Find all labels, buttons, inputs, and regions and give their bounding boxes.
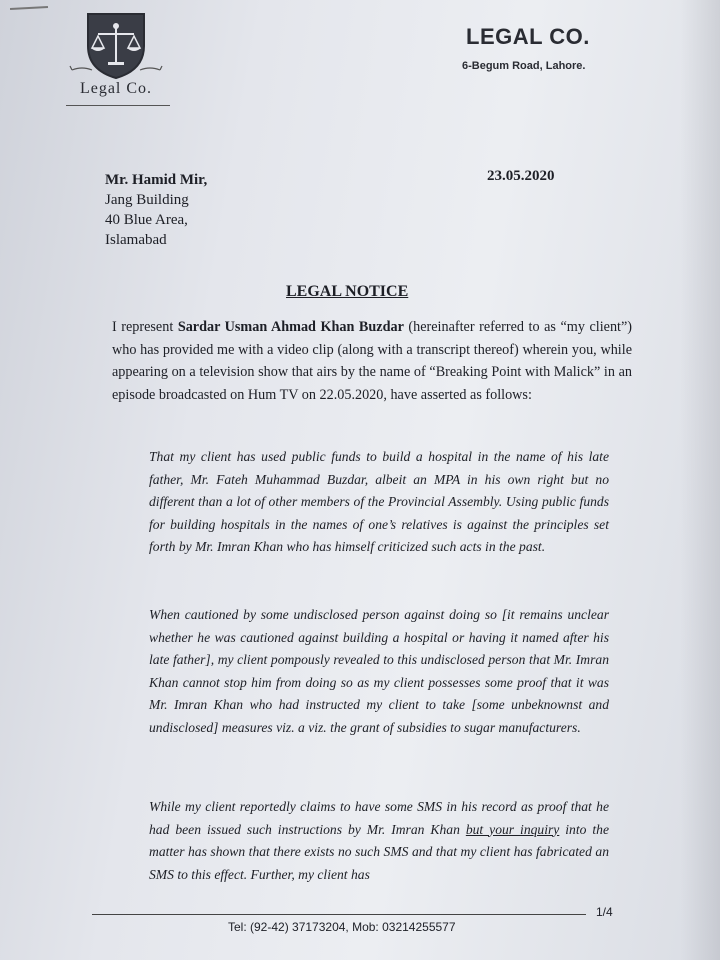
firm-logo: [62, 10, 180, 104]
intro-paragraph: [112, 316, 632, 406]
recipient-line-1: Jang Building: [105, 192, 189, 208]
recipient-name: Mr. Hamid Mir,: [105, 172, 208, 188]
recipient-line-2: 40 Blue Area,: [105, 212, 188, 228]
notice-title: LEGAL NOTICE: [286, 283, 409, 300]
logo-underline: [66, 105, 170, 106]
recipient-line-3: Islamabad: [105, 232, 167, 248]
quoted-assertion-3: [149, 796, 609, 886]
firm-name: LEGAL CO.: [466, 24, 590, 49]
quote3-part1: While my client reportedly claims to have some SMS in his record as proof that he had been issued such instructions by Mr. Imran Khan: [149, 799, 609, 837]
logo-text: Legal Co.: [79, 80, 153, 97]
quote3-underlined: but your inquiry: [465, 821, 560, 837]
page-number: 1/4: [596, 905, 613, 919]
corner-mark: [10, 6, 48, 10]
quote3-part2: into the matter has shown that there exists no such SMS and that my client has fabricated an SMS to this effect. Further, my client has: [149, 821, 609, 882]
intro-prefix: I represent: [112, 319, 178, 335]
recipient-address: [105, 170, 207, 250]
page-shadow: [680, 0, 720, 960]
quoted-assertion-1: That my client has used public funds to build a hospital in the name of his late father, Mr. Fateh Muhammad Buzdar, albeit an MPA in his own right but no different than a lot of other members of the Provincial Assembly. Using public funds for building hospitals in the names of one’s relatives is against the principles set forth by Mr. Imran Khan who has himself criticized such acts in the past.: [149, 449, 609, 555]
scales-of-justice-icon: [62, 10, 180, 82]
quoted-assertion-2: When cautioned by some undisclosed person against doing so [it remains unclear whether he was cautioned against building a hospital or having it named after his late father], my client pompously revealed to this undisclosed person that Mr. Imran Khan cannot stop him from doing so as my client possesses some proof that it was Mr. Imran Khan who had instructed my client to take [some unbeknownst and undisclosed] measures viz. a viz. the grant of subsidies to sugar manufacturers.: [149, 607, 609, 735]
intro-body: (hereinafter referred to as “my client”) who has provided me with a video clip (along with a transcript thereof) wherein you, while appearing on a television show that airs by the name of “Breaking Point with Malick” in an episode broadcasted on Hum TV on 22.05.2020, have asserted as follows:: [112, 319, 633, 403]
footer-contact: Tel: (92-42) 37173204, Mob: 03214255577: [228, 920, 456, 934]
firm-address: 6-Begum Road, Lahore.: [462, 60, 586, 72]
letter-date: 23.05.2020: [487, 168, 555, 184]
footer-rule: [92, 914, 586, 915]
client-name: Sardar Usman Ahmad Khan Buzdar: [177, 319, 404, 335]
